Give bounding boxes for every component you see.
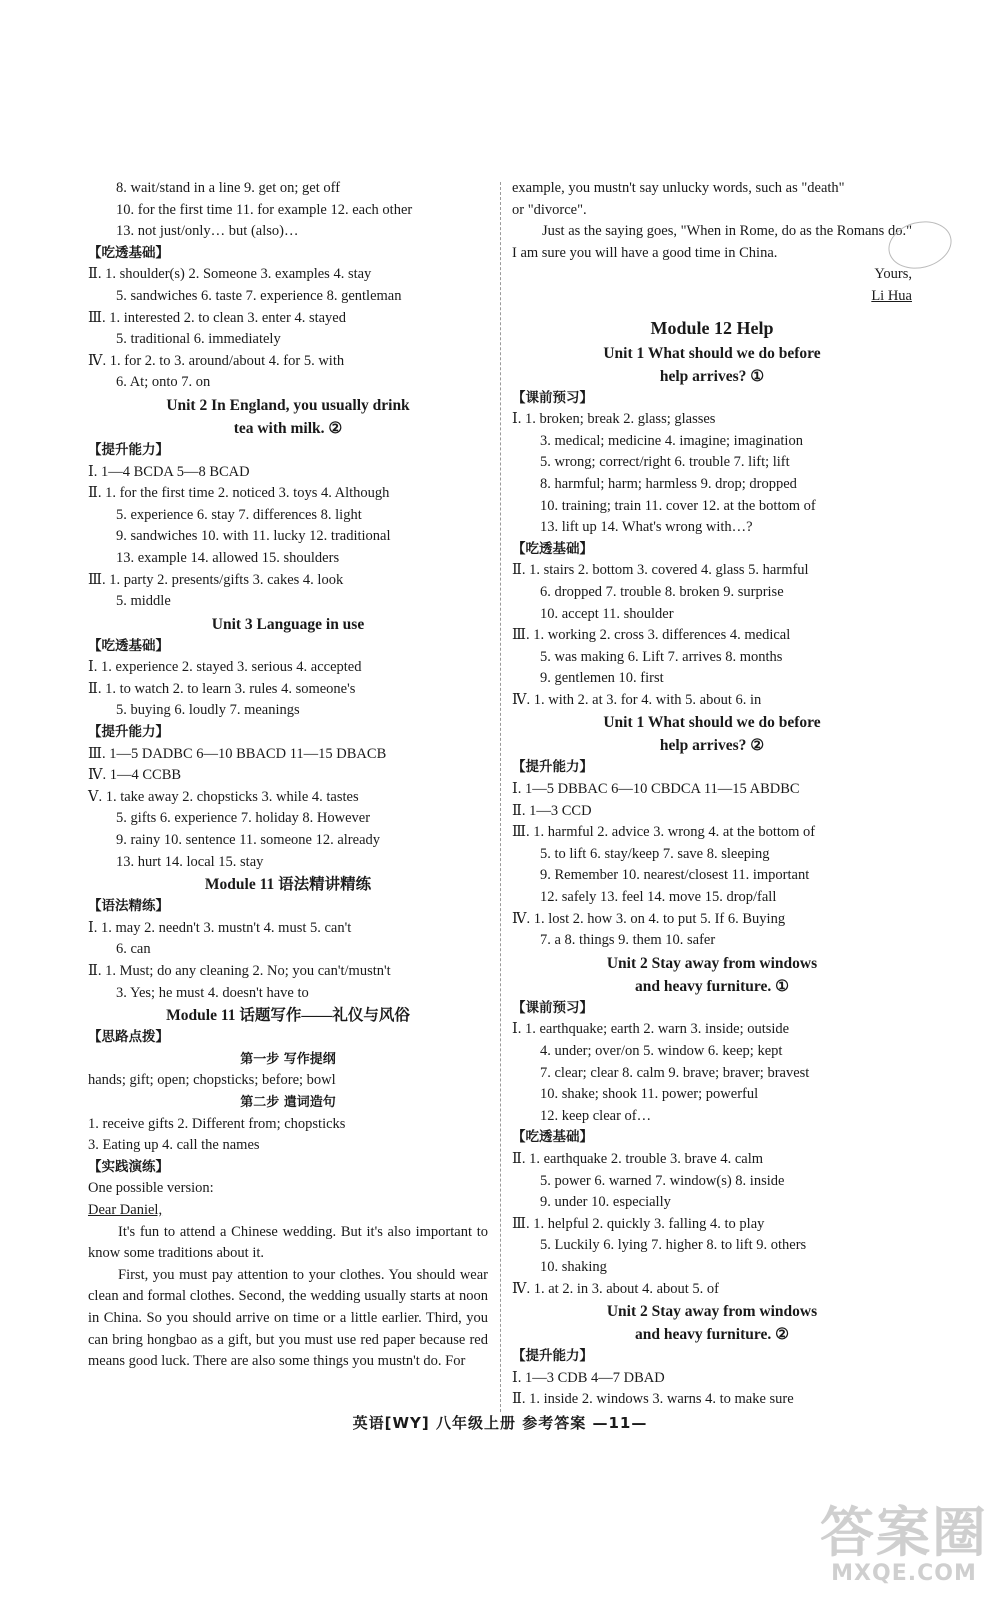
answer-line: One possible version: bbox=[88, 1180, 214, 1197]
answer-line: 3. Yes; he must 4. doesn't have to bbox=[116, 984, 309, 1001]
left-column bbox=[88, 178, 488, 1373]
column-divider bbox=[500, 182, 501, 1412]
answer-line: or "divorce". bbox=[512, 201, 587, 218]
answer-line: Ⅰ. 1. experience 2. stayed 3. serious 4. accepted bbox=[88, 659, 362, 676]
module-title: Module 12 Help bbox=[650, 317, 774, 338]
answer-line: 5. Luckily 6. lying 7. higher 8. to lift 9. others bbox=[540, 1237, 807, 1254]
answer-line: 13. example 14. allowed 15. shoulders bbox=[116, 549, 340, 566]
answer-line: Ⅱ. 1. stairs 2. bottom 3. covered 4. glass 5. harmful bbox=[512, 562, 809, 579]
section-label: 【吃透基础】 bbox=[512, 1129, 593, 1146]
answer-line: 9. sandwiches 10. with 11. lucky 12. traditional bbox=[116, 528, 391, 545]
unit-heading: help arrives? ② bbox=[659, 737, 765, 755]
answer-line: Ⅳ. 1. lost 2. how 3. on 4. to put 5. If 6. Buying bbox=[512, 910, 786, 927]
answer-line: 7. clear; clear 8. calm 9. brave; braver; bravest bbox=[540, 1064, 810, 1081]
section-label: 【提升能力】 bbox=[88, 724, 169, 741]
unit-heading: Unit 1 What should we do before bbox=[603, 344, 821, 362]
answer-line: 4. under; over/on 5. window 6. keep; kept bbox=[540, 1043, 783, 1059]
answer-line: Ⅱ. 1. to watch 2. to learn 3. rules 4. someone's bbox=[88, 680, 356, 697]
answer-line: 10. shaking bbox=[540, 1258, 607, 1275]
answer-line: 12. safely 13. feel 14. move 15. drop/fall bbox=[540, 889, 777, 906]
essay-paragraph: Just as the saying goes, "When in Rome, do as the Romans do." I am sure you will have a good time in China. bbox=[512, 223, 912, 261]
answer-line: Ⅱ. 1—3 CCD bbox=[512, 802, 592, 819]
answer-line: 10. training; train 11. cover 12. at the bottom of bbox=[540, 497, 816, 514]
letter-signature: Li Hua bbox=[871, 287, 912, 304]
answer-line: Ⅰ. 1. broken; break 2. glass; glasses bbox=[512, 411, 716, 428]
answer-line: Ⅲ. 1. working 2. cross 3. differences 4. medical bbox=[512, 627, 791, 644]
answer-line: Ⅴ. 1. take away 2. chopsticks 3. while 4. tastes bbox=[88, 788, 359, 805]
answer-line: 3. medical; medicine 4. imagine; imagination bbox=[540, 432, 803, 449]
step-heading: 第一步 写作提纲 bbox=[240, 1051, 336, 1067]
answer-line: Ⅲ. 1. helpful 2. quickly 3. falling 4. to play bbox=[512, 1215, 765, 1232]
unit-heading: help arrives? ① bbox=[659, 367, 765, 385]
answer-line: 6. dropped 7. trouble 8. broken 9. surprise bbox=[540, 583, 784, 600]
watermark-url: MXQE.COM bbox=[831, 1561, 977, 1586]
answer-line: 5. gifts 6. experience 7. holiday 8. However bbox=[116, 810, 371, 827]
essay-paragraph: It's fun to attend a Chinese wedding. But it's also important to know some traditions about it. bbox=[88, 1223, 488, 1262]
section-label: 【实践演练】 bbox=[88, 1158, 169, 1175]
unit-heading: Module 11 语法精讲精练 bbox=[204, 876, 372, 894]
unit-heading: Unit 2 In England, you usually drink bbox=[166, 396, 410, 414]
answer-line: 1. receive gifts 2. Different from; chopsticks bbox=[88, 1115, 346, 1132]
unit-heading: tea with milk. ② bbox=[233, 419, 343, 437]
answer-line: Ⅳ. 1. at 2. in 3. about 4. about 5. of bbox=[512, 1280, 719, 1297]
answer-line: Ⅲ. 1. party 2. presents/gifts 3. cakes 4. look bbox=[88, 571, 344, 588]
answer-line: Ⅱ. 1. earthquake 2. trouble 3. brave 4. calm bbox=[512, 1150, 764, 1167]
section-label: 【提升能力】 bbox=[88, 441, 169, 458]
answer-line: 9. rainy 10. sentence 11. someone 12. already bbox=[116, 832, 381, 849]
answer-line: Ⅱ. 1. for the first time 2. noticed 3. toys 4. Although bbox=[88, 485, 390, 502]
answer-line: 6. At; onto 7. on bbox=[116, 374, 211, 391]
section-label: 【思路点拨】 bbox=[88, 1029, 169, 1046]
section-label: 【课前预习】 bbox=[512, 389, 593, 406]
section-label: 【语法精练】 bbox=[88, 898, 169, 915]
answer-line: 8. harmful; harm; harmless 9. drop; dropped bbox=[540, 475, 797, 492]
answer-line: 3. Eating up 4. call the names bbox=[88, 1137, 260, 1154]
answer-line: 6. can bbox=[116, 941, 151, 958]
section-label: 【吃透基础】 bbox=[512, 540, 593, 557]
letter-signature: Yours, bbox=[874, 266, 912, 283]
answer-line: 13. not just/only… but (also)… bbox=[116, 223, 299, 240]
answer-line: 5. was making 6. Lift 7. arrives 8. months bbox=[540, 648, 783, 665]
answer-line: 5. buying 6. loudly 7. meanings bbox=[116, 702, 300, 719]
section-label: 【提升能力】 bbox=[512, 1348, 593, 1365]
answer-line: 5. experience 6. stay 7. differences 8. light bbox=[116, 506, 362, 523]
unit-heading: Module 11 话题写作——礼仪与风俗 bbox=[166, 1007, 410, 1025]
answer-line: 5. power 6. warned 7. window(s) 8. inside bbox=[540, 1172, 785, 1189]
answer-line: 9. Remember 10. nearest/closest 11. important bbox=[540, 867, 810, 884]
unit-heading: Unit 1 What should we do before bbox=[603, 714, 821, 732]
unit-heading: Unit 2 Stay away from windows bbox=[606, 954, 818, 972]
answer-line: Ⅰ. 1—3 CDB 4—7 DBAD bbox=[512, 1369, 665, 1386]
answer-line: 13. lift up 14. What's wrong with…? bbox=[540, 519, 753, 536]
site-watermark bbox=[820, 1501, 988, 1586]
answer-line: Ⅰ. 1—5 DBBAC 6—10 CBDCA 11—15 ABDBC bbox=[512, 781, 800, 798]
answer-line: Ⅲ. 1. interested 2. to clean 3. enter 4. stayed bbox=[88, 309, 346, 326]
section-label: 【课前预习】 bbox=[512, 999, 593, 1016]
essay-paragraph: First, you must pay attention to your clothes. You should wear clean and formal clothes. Second, the wedding usually starts at noon in China. So you should arrive on time or a little earlier. Third, you can bring hongbao as a gift, but you must use red paper because red means good luck. There are also some things you mustn't do. For bbox=[88, 1266, 488, 1370]
section-label: 【吃透基础】 bbox=[88, 637, 169, 654]
answer-line: Dear Daniel, bbox=[88, 1201, 163, 1218]
answer-line: 10. for the first time 11. for example 12. each other bbox=[116, 201, 413, 218]
answer-line: 13. hurt 14. local 15. stay bbox=[116, 853, 264, 870]
answer-line: Ⅱ. 1. shoulder(s) 2. Someone 3. examples 4. stay bbox=[88, 266, 372, 283]
answer-line: 5. middle bbox=[116, 593, 171, 610]
answer-line: 8. wait/stand in a line 9. get on; get off bbox=[116, 180, 341, 196]
answer-line: Ⅲ. 1. harmful 2. advice 3. wrong 4. at the bottom of bbox=[512, 824, 816, 841]
answer-line: 7. a 8. things 9. them 10. safer bbox=[540, 932, 716, 949]
right-column bbox=[512, 178, 912, 1411]
answer-line: Ⅳ. 1—4 CCBB bbox=[88, 767, 182, 784]
watermark-logo: 答案圈 bbox=[820, 1501, 988, 1564]
answer-line: Ⅰ. 1. may 2. needn't 3. mustn't 4. must 5. can't bbox=[88, 919, 352, 936]
unit-heading: Unit 3 Language in use bbox=[211, 615, 365, 633]
section-label: 【吃透基础】 bbox=[88, 244, 169, 261]
page-footer: 英语[WY] 八年级上册 参考答案 —11— bbox=[352, 1414, 648, 1432]
answer-line: 5. sandwiches 6. taste 7. experience 8. gentleman bbox=[116, 287, 402, 304]
answer-line: Ⅱ. 1. inside 2. windows 3. warns 4. to make sure bbox=[512, 1391, 794, 1408]
answer-line: 5. wrong; correct/right 6. trouble 7. lift; lift bbox=[540, 454, 790, 471]
answer-line: 10. accept 11. shoulder bbox=[540, 605, 674, 622]
step-heading: 第二步 遣词造句 bbox=[240, 1094, 336, 1110]
answer-line: 9. under 10. especially bbox=[540, 1194, 671, 1211]
answer-line: 5. traditional 6. immediately bbox=[116, 331, 281, 348]
answer-line: Ⅳ. 1. for 2. to 3. around/about 4. for 5. with bbox=[88, 352, 345, 369]
answer-line: Ⅰ. 1—4 BCDA 5—8 BCAD bbox=[88, 463, 250, 480]
answer-line: 12. keep clear of… bbox=[540, 1107, 652, 1124]
answer-line: Ⅱ. 1. Must; do any cleaning 2. No; you can't/mustn't bbox=[88, 963, 391, 979]
answer-line: Ⅲ. 1—5 DADBC 6—10 BBACD 11—15 DBACB bbox=[88, 745, 387, 762]
answer-line: example, you mustn't say unlucky words, such as "death" bbox=[512, 180, 845, 196]
unit-heading: and heavy furniture. ① bbox=[635, 977, 789, 995]
section-label: 【提升能力】 bbox=[512, 759, 593, 776]
answer-line: Ⅰ. 1. earthquake; earth 2. warn 3. inside; outside bbox=[512, 1021, 790, 1038]
answer-line: 5. to lift 6. stay/keep 7. save 8. sleeping bbox=[540, 845, 770, 862]
answer-line: hands; gift; open; chopsticks; before; bowl bbox=[88, 1072, 336, 1089]
unit-heading: Unit 2 Stay away from windows bbox=[606, 1303, 818, 1321]
answer-line: 9. gentlemen 10. first bbox=[540, 670, 664, 687]
unit-heading: and heavy furniture. ② bbox=[635, 1326, 789, 1344]
answer-line: 10. shake; shook 11. power; powerful bbox=[540, 1086, 759, 1103]
answer-line: Ⅳ. 1. with 2. at 3. for 4. with 5. about 6. in bbox=[512, 691, 762, 708]
